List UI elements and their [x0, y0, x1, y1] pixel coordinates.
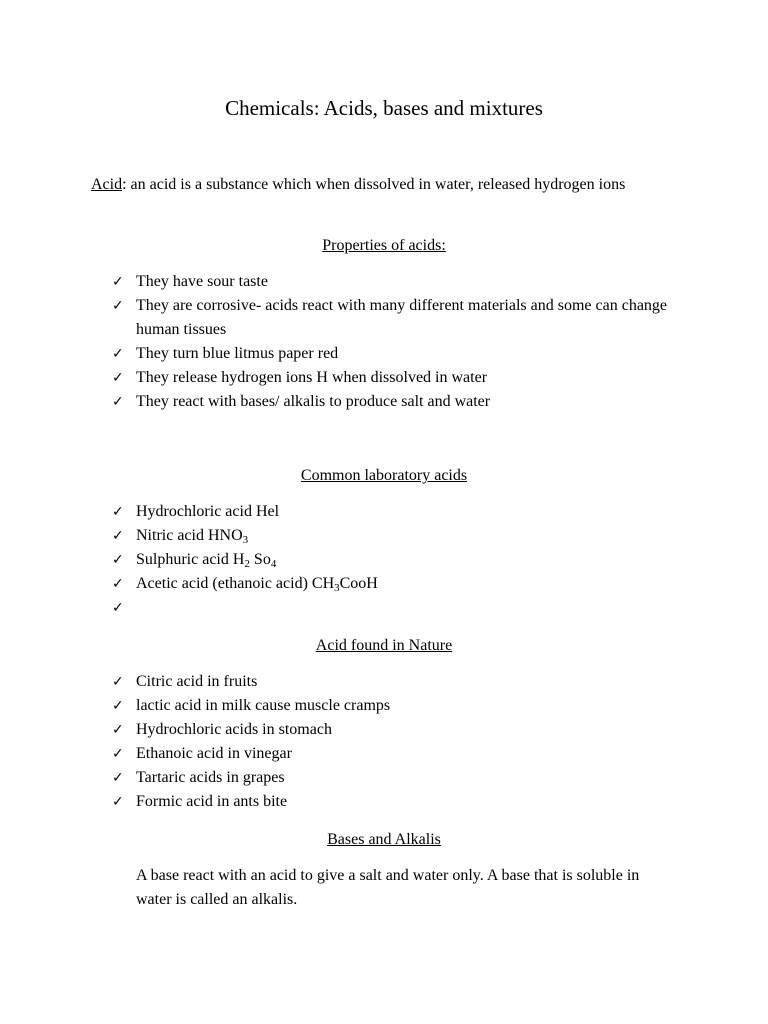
- list-item: [112, 718, 682, 742]
- acid-definition: [91, 173, 671, 197]
- list-item: [112, 742, 682, 766]
- list-item: [112, 596, 682, 620]
- list-item: [112, 524, 682, 548]
- check-icon: ✓: [112, 528, 124, 544]
- formula-subscript: 2: [244, 558, 250, 570]
- properties-heading-text: Properties of acids:: [322, 237, 446, 254]
- nature-acids-heading-text: Acid found in Nature: [315, 637, 453, 654]
- properties-list: [112, 270, 682, 414]
- check-icon: ✓: [112, 274, 124, 290]
- list-item-text: Citric acid in fruits: [136, 673, 258, 690]
- list-item: [112, 670, 682, 694]
- formula-part: CooH: [339, 575, 378, 592]
- list-item-text: They are corrosive- acids react with many different materials and some can change human tissues: [136, 297, 668, 338]
- list-item-text: Sulphuric acid H: [136, 551, 245, 568]
- bases-heading: [0, 828, 768, 852]
- list-item: [112, 342, 682, 366]
- check-icon: ✓: [112, 698, 124, 714]
- list-item: [112, 572, 682, 596]
- list-item-text: Ethanoic acid in vinegar: [136, 745, 292, 762]
- list-item-text: Nitric acid HNO: [136, 527, 243, 544]
- formula-subscript: 4: [270, 558, 277, 570]
- page-title: Chemicals: Acids, bases and mixtures: [225, 96, 543, 120]
- common-acids-heading: [0, 464, 768, 488]
- formula-part: So: [249, 551, 271, 568]
- list-item-text: They have sour taste: [136, 273, 268, 290]
- check-icon: ✓: [112, 600, 124, 616]
- bases-heading-text: Bases and Alkalis: [327, 831, 441, 848]
- list-item: [112, 694, 682, 718]
- check-icon: ✓: [112, 722, 124, 738]
- common-acids-list: [112, 500, 682, 620]
- list-item: [112, 790, 682, 814]
- check-icon: ✓: [112, 794, 124, 810]
- list-item-text: Acetic acid (ethanoic acid) CH: [136, 575, 335, 592]
- acid-term: Acid: [91, 176, 123, 193]
- nature-acids-list: [112, 670, 682, 814]
- bases-paragraph: A base react with an acid to give a salt and water only. A base that is soluble in water is called an alkalis.: [136, 867, 640, 908]
- list-item-text: They turn blue litmus paper red: [136, 345, 339, 362]
- list-item: [112, 766, 682, 790]
- check-icon: ✓: [112, 504, 124, 520]
- list-item-text: Tartaric acids in grapes: [136, 769, 285, 786]
- properties-heading: [0, 234, 768, 258]
- check-icon: ✓: [112, 298, 124, 314]
- check-icon: ✓: [112, 346, 124, 362]
- formula-subscript: 3: [242, 534, 249, 546]
- common-acids-heading-text: Common laboratory acids: [300, 467, 468, 484]
- check-icon: ✓: [112, 370, 124, 386]
- check-icon: ✓: [112, 394, 124, 410]
- list-item-text: They react with bases/ alkalis to produce salt and water: [136, 393, 491, 410]
- formula-subscript: 3: [334, 582, 340, 594]
- check-icon: ✓: [112, 770, 124, 786]
- list-item-text: Formic acid in ants bite: [136, 793, 288, 810]
- list-item: [112, 294, 682, 342]
- list-item-text: Hydrochloric acids in stomach: [136, 721, 332, 738]
- list-item-text: lactic acid in milk cause muscle cramps: [136, 697, 391, 714]
- check-icon: ✓: [112, 746, 124, 762]
- list-item-text: They release hydrogen ions H when dissolved in water: [136, 369, 488, 386]
- list-item: [112, 270, 682, 294]
- check-icon: ✓: [112, 552, 124, 568]
- list-item-text: Hydrochloric acid Hel: [136, 503, 280, 520]
- list-item: [112, 390, 682, 414]
- list-item: [112, 366, 682, 390]
- acid-definition-text: : an acid is a substance which when dissolved in water, released hydrogen ions: [122, 176, 626, 193]
- check-icon: ✓: [112, 576, 124, 592]
- nature-acids-heading: [0, 634, 768, 658]
- list-item: [112, 548, 682, 572]
- check-icon: ✓: [112, 674, 124, 690]
- list-item: [112, 500, 682, 524]
